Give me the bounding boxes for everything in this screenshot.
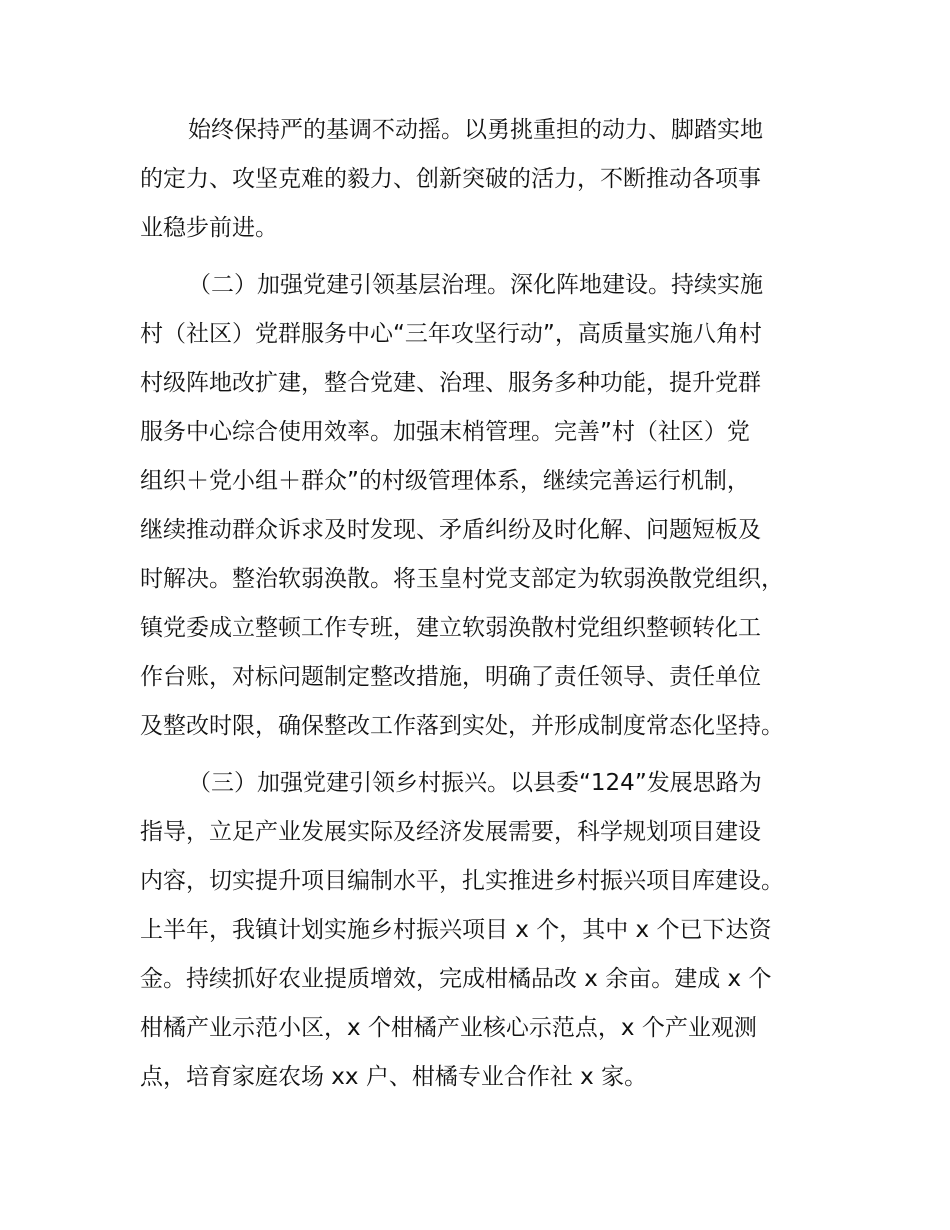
paragraph-line: （二）加强党建引领基层治理。深化阵地建设。持续实施: [188, 272, 763, 298]
paragraph-line: （三）加强党建引领乡村振兴。以县委“124”发展思路为: [188, 770, 762, 796]
paragraph-line: 村（社区）党群服务中心“三年攻坚行动”，高质量实施八角村: [140, 321, 762, 347]
paragraph-line: 组织＋党小组＋群众”的村级管理体系，继续完善运行机制，: [140, 468, 750, 494]
paragraph: [140, 759, 830, 1102]
paragraph-line: 村级阵地改扩建，整合党建、治理、服务多种功能，提升党群: [140, 370, 761, 396]
paragraph-line: 服务中心综合使用效率。加强末梢管理。完善”村（社区）党: [140, 419, 750, 445]
paragraph-gap: [140, 253, 830, 261]
paragraph-line: 及整改时限，确保整改工作落到实处，并形成制度常态化坚持。: [140, 713, 784, 739]
paragraph-line: 上半年，我镇计划实施乡村振兴项目 x 个，其中 x 个已下达资: [140, 917, 772, 943]
paragraph: [140, 261, 830, 751]
document-body: [140, 106, 830, 1102]
paragraph-line: 继续推动群众诉求及时发现、矛盾纠纷及时化解、问题短板及: [140, 517, 761, 543]
paragraph-line: 始终保持严的基调不动摇。以勇挑重担的动力、脚踏实地: [188, 117, 763, 143]
paragraph-line: 镇党委成立整顿工作专班，建立软弱涣散村党组织整顿转化工: [140, 615, 761, 641]
paragraph-line: 业稳步前进。: [140, 215, 278, 241]
paragraph-line: 时解决。整治软弱涣散。将玉皇村党支部定为软弱涣散党组织，: [140, 566, 784, 592]
paragraph-line: 的定力、攻坚克难的毅力、创新突破的活力，不断推动各项事: [140, 166, 761, 192]
paragraph-line: 作台账，对标问题制定整改措施，明确了责任领导、责任单位: [140, 664, 761, 690]
paragraph-line: 指导，立足产业发展实际及经济发展需要，科学规划项目建设: [140, 819, 761, 845]
paragraph-line: 金。持续抓好农业提质增效，完成柑橘品改 x 余亩。建成 x 个: [140, 966, 772, 992]
paragraph-gap: [140, 751, 830, 759]
paragraph: [140, 106, 830, 253]
paragraph-line: 柑橘产业示范小区，x 个柑橘产业核心示范点，x 个产业观测: [140, 1015, 757, 1041]
paragraph-line: 点，培育家庭农场 xx 户、柑橘专业合作社 x 家。: [140, 1064, 648, 1090]
paragraph-line: 内容，切实提升项目编制水平，扎实推进乡村振兴项目库建设。: [140, 868, 784, 894]
